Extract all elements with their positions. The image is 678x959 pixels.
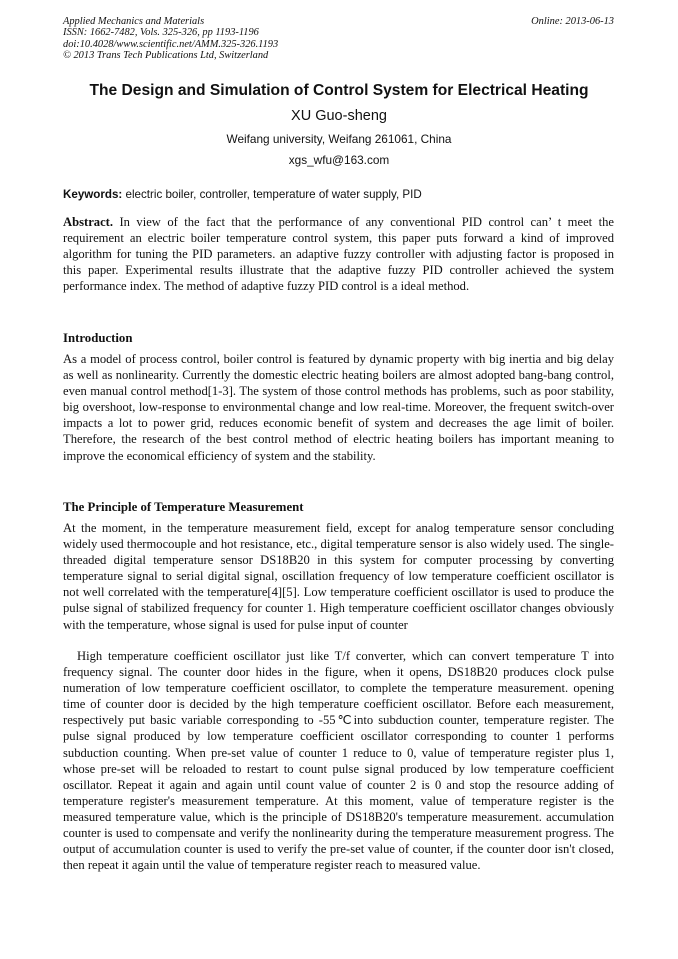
paper-title: The Design and Simulation of Control System for Electrical Heating — [89, 82, 589, 99]
keywords-text: electric boiler, controller, temperature of water supply, PID — [125, 188, 422, 201]
abstract-text: In view of the fact that the performance of any conventional PID control can’ t meet the requirement an electric boiler temperature control system, this paper puts forward a kind of improved algorithm for tuning the PID parameters. an adaptive fuzzy controller with adjusting factor is proposed in this paper. Experimental results illustrate that the adaptive fuzzy PID controller achieved the system performance index. The method of adaptive fuzzy PID control is a ideal method. — [63, 215, 614, 294]
author-email: xgs_wfu@163.com — [288, 153, 390, 167]
keywords-line — [63, 187, 422, 202]
temperature-measurement-paragraph-1: At the moment, in the temperature measurement field, except for analog temperature sensor concluding widely used thermocouple and hot resistance, etc., digital temperature sensor is also widely used. The single-threaded digital temperature sensor DS18B20 in this system for computer processing by converting temperature signal to serial digital signal, oscillation frequency of low temperature coefficient oscillator is not well correlated with the temperature[4][5]. Low temperature coefficient oscillator is used to produce the pulse signal of stabilized frequency for counter 1. High temperature coefficient oscillator changes obviously with the temperature, whose signal is used for pulse input of counter — [63, 521, 614, 632]
issn-line: ISSN: 1662-7482, Vols. 325-326, pp 1193-1196 — [63, 27, 259, 39]
online-date: Online: 2013-06-13 — [531, 16, 614, 27]
abstract-paragraph — [63, 214, 614, 294]
copyright-line: © 2013 Trans Tech Publications Ltd, Switzerland — [63, 50, 269, 62]
author-affiliation: Weifang university, Weifang 261061, China — [226, 132, 452, 146]
keywords-label: Keywords: — [63, 188, 123, 201]
author-name: XU Guo-sheng — [291, 108, 387, 124]
abstract-label: Abstract. — [63, 215, 114, 229]
temperature-measurement-heading: The Principle of Temperature Measurement — [63, 500, 304, 514]
doi-line: doi:10.4028/www.scientific.net/AMM.325-326.1193 — [63, 38, 279, 50]
introduction-heading: Introduction — [63, 331, 133, 345]
introduction-paragraph: As a model of process control, boiler control is featured by dynamic property with big inertia and big delay as well as nonlinearity. Currently the domestic electric heating boilers are almost adopted bang-bang control, even manual control method[1-3]. The system of those control methods has problems, such as poor stability, big overshoot, low-response to environmental change and low real-time. Moreover, the frequent switch-over impacts a lot to power grid, reduces economic benefit of system and decreases the age limit of boiler. Therefore, the research of the best control method of electric heating boilers has important meaning to improve the economical efficiency of system and the stability. — [63, 352, 614, 463]
temperature-measurement-paragraph-2: High temperature coefficient oscillator just like T/f converter, which can convert temperature T into frequency signal. The counter door hides in the figure, when it opens, DS18B20 produces clock pulse numeration of low temperature coefficient oscillator, to complete the temperature measurement. opening time of counter door is decided by the high temperature coefficient oscillator. Before each measurement, respectively put basic variable corresponding to -55℃into subduction counter, temperature register. The pulse signal produced by low temperature coefficient oscillator corresponding to counter 1 performs subduction counting. When pre-set value of counter 1 reduce to 0, value of temperature register plus 1, whose pre-set will be reloaded to restart to count pulse signal produced by low temperature coefficient oscillator. Repeat it again and again until count value of counter 2 is 0 and stop the resource adding of temperature register's measurement temperature. At this moment, value of temperature register is the measured temperature value, which is the principle of DS18B20's temperature measurement. accumulation counter is used to compensate and verify the nonlinearity during the temperature measurement progress. The output of accumulation counter is used to verify the pre-set value of counter, if the counter door isn't closed, then repeat it again until the value of temperature register reach to measured value. — [63, 649, 614, 873]
journal-name: Applied Mechanics and Materials — [63, 16, 205, 27]
journal-header — [63, 16, 278, 62]
